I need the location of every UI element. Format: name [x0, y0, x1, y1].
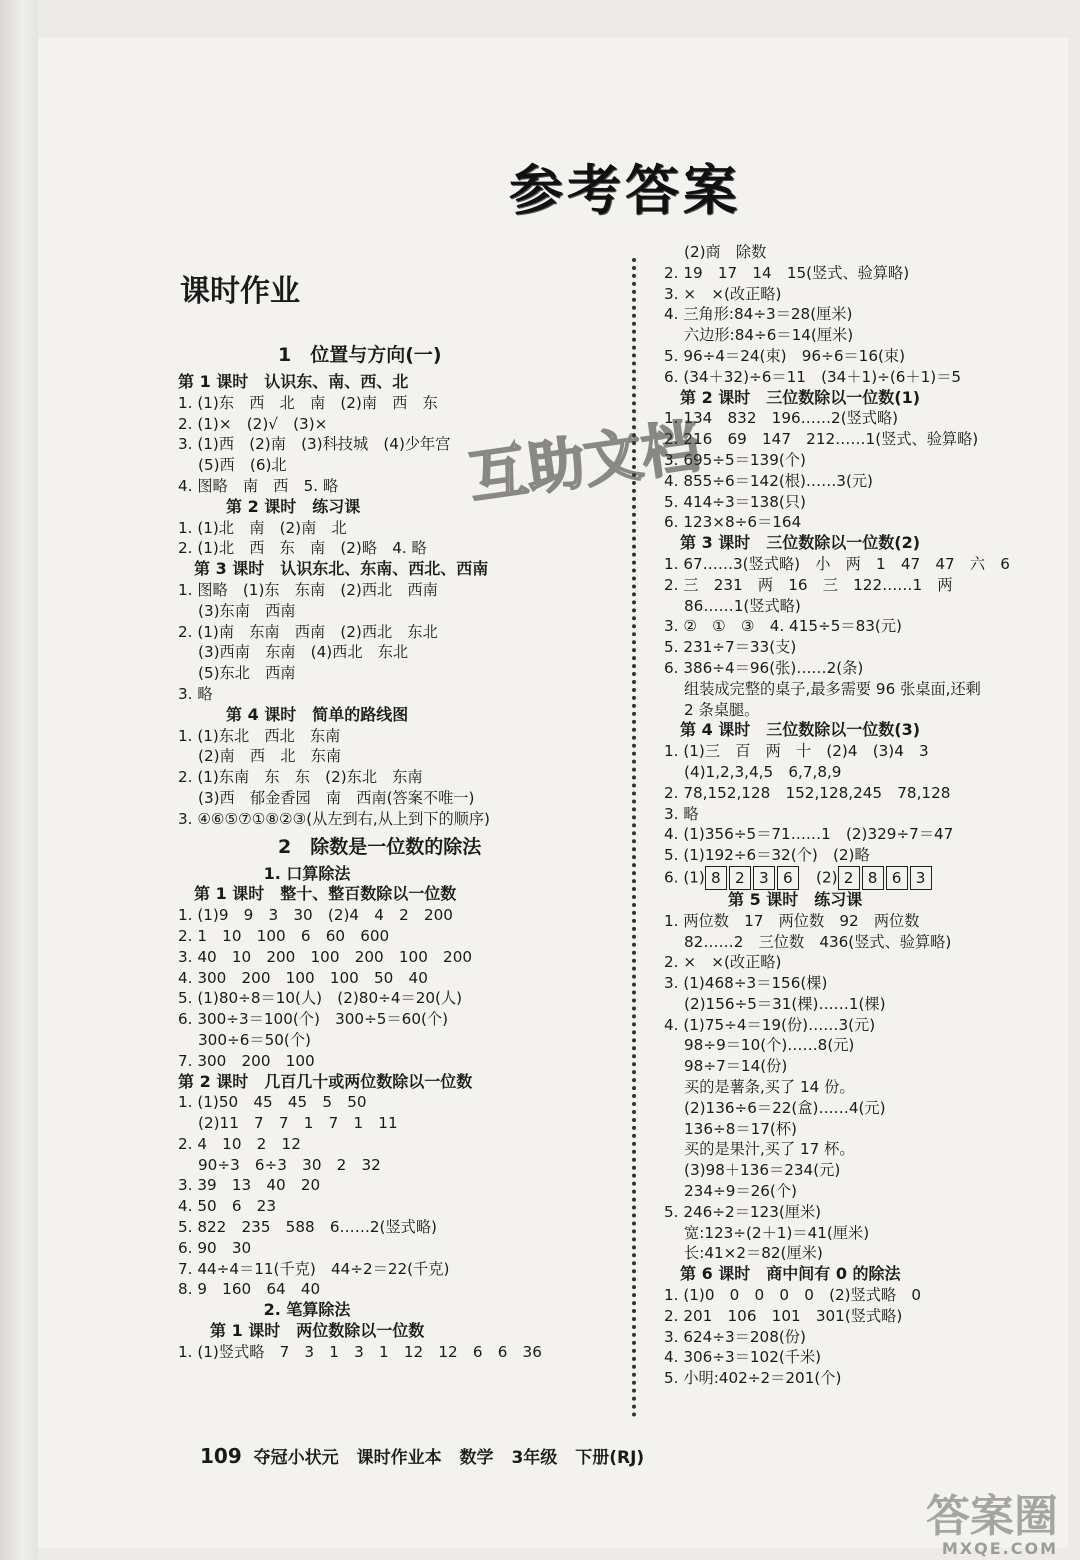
answer-line: (2)南 西 北 东南 — [178, 747, 342, 766]
lesson-heading: 2. 笔算除法 — [178, 1300, 351, 1320]
lesson-heading: 第 2 课时 练习课 — [178, 496, 361, 516]
lesson-heading: 第 2 课时 几百几十或两位数除以一位数 — [178, 1071, 473, 1091]
answer-line: 1. (1)0 0 0 0 0 (2)竖式略 0 — [664, 1286, 922, 1305]
answer-line: 136÷8＝17(杯) — [664, 1119, 797, 1138]
digit-box: 2 — [838, 866, 860, 890]
stamp-url: MXQE.COM — [941, 1539, 1058, 1558]
answer-line: 1. 134 832 196……2(竖式略) — [664, 409, 899, 428]
answer-line: (2)商 除数 — [664, 243, 767, 261]
lesson-heading: 第 3 课时 三位数除以一位数(2) — [664, 533, 921, 553]
digit-box: 3 — [910, 866, 932, 890]
answer-line: (3)98＋136＝234(元) — [664, 1161, 841, 1180]
answer-line: 3. 略 — [664, 804, 699, 823]
watermark-logo: 互助文档 — [464, 412, 705, 512]
answer-line: (5)西 (6)北 — [178, 456, 287, 475]
answer-line: 300÷6＝50(个) — [178, 1030, 311, 1049]
book-spine — [0, 0, 38, 1560]
unit-heading: 1 位置与方向(一) — [278, 344, 442, 366]
answer-line: 3. (1)西 (2)南 (3)科技城 (4)少年宫 — [178, 435, 451, 454]
unit-heading: 2 除数是一位数的除法 — [278, 835, 482, 858]
answer-line: 3. ② ① ③ 4. 415÷5＝83(元) — [664, 617, 902, 636]
answer-line: 买的是薯条,买了 14 份。 — [664, 1078, 855, 1097]
answer-line: 1. (1)北 南 (2)南 北 — [178, 518, 347, 537]
answer-line: 234÷9＝26(个) — [664, 1182, 797, 1201]
footer-brand: 夺冠小状元 — [253, 1448, 339, 1468]
answer-line: 2. 78,152,128 152,128,245 78,128 — [664, 783, 951, 802]
answer-line: 3. (1)468÷3＝156(棵) — [664, 974, 828, 993]
answer-line: 4. (1)356÷5＝71……1 (2)329÷7＝47 — [664, 825, 954, 844]
answer-line: 4. 306÷3＝102(千米) — [664, 1348, 822, 1367]
answer-line: 2. 三 231 两 16 三 122……1 两 — [664, 575, 953, 594]
answer-line: 2 条桌腿。 — [664, 700, 760, 719]
digit-box: 6 — [886, 866, 908, 890]
lesson-heading: 第 1 课时 整十、整百数除以一位数 — [178, 884, 457, 904]
page-title: 参考答案 — [509, 159, 741, 222]
lesson-heading: 第 4 课时 三位数除以一位数(3) — [664, 720, 921, 740]
digit-box: 8 — [862, 866, 884, 890]
answer-line: 5. (1)192÷6＝32(个) (2)略 — [664, 846, 870, 865]
answer-line: 3. 695÷5＝139(个) — [664, 450, 806, 469]
answer-line: (4)1,2,3,4,5 6,7,8,9 — [664, 762, 842, 781]
answer-line: 2. (1)南 东南 西南 (2)西北 东北 — [178, 622, 438, 641]
answer-line: 6. (34＋32)÷6＝11 (34＋1)÷(6＋1)＝5 — [664, 367, 962, 386]
footer-subject: 数学 — [459, 1448, 494, 1468]
answer-line: 1. 67……3(竖式略) 小 两 1 47 47 六 6 — [664, 554, 1010, 573]
answer-line: 1. (1)东北 西北 东南 — [178, 726, 341, 745]
answer-line: 86……1(竖式略) — [664, 596, 801, 615]
answer-line: 2. 1 10 100 6 60 600 — [178, 926, 390, 945]
answer-line: 3. × ×(改正略) — [664, 284, 782, 303]
answer-line: 90÷3 6÷3 30 2 32 — [178, 1155, 381, 1174]
answer-line: 1. (1)三 百 两 十 (2)4 (3)4 3 — [664, 742, 929, 761]
answer-line: 6. 123×8÷6＝164 — [664, 513, 802, 532]
lesson-heading: 第 5 课时 练习课 — [664, 889, 863, 909]
answer-line: (3)西南 东南 (4)西北 东北 — [178, 643, 409, 662]
answer-line: 2. (1)东南 东 东 (2)东北 东南 — [178, 768, 423, 787]
answer-line: 2. 201 106 101 301(竖式略) — [664, 1306, 903, 1325]
digit-box: 8 — [705, 866, 727, 890]
answer-line: 4. 50 6 23 — [178, 1197, 277, 1216]
lesson-heading: 第 1 课时 两位数除以一位数 — [178, 1321, 425, 1341]
answer-line: 1. (1)竖式略 7 3 1 3 1 12 12 6 6 36 — [178, 1342, 542, 1361]
answer-line: 4. 855÷6＝142(根)……3(元) — [664, 471, 873, 490]
answer-line: 98÷7＝14(份) — [664, 1057, 788, 1076]
answer-line: 2. 216 69 147 212……1(竖式、验算略) — [664, 430, 979, 449]
answer-line: 3. ④⑥⑤⑦①⑧②③(从左到右,从上到下的顺序) — [178, 809, 490, 828]
answer-line: 82……2 三位数 436(竖式、验算略) — [664, 932, 952, 951]
answer-line: 3. 略 — [178, 684, 213, 703]
answer-line: 5. 小明:402÷2＝201(个) — [664, 1369, 842, 1388]
answer-line: 1. (1)东 西 北 南 (2)南 西 东 — [178, 393, 438, 412]
digit-box: 6 — [777, 866, 799, 890]
answer-line: 5. 822 235 588 6……2(竖式略) — [178, 1218, 437, 1237]
answer-line: 7. 300 200 100 — [178, 1051, 315, 1070]
lesson-heading: 第 3 课时 认识东北、东南、西北、西南 — [178, 559, 489, 579]
answer-line: 1. 图略 (1)东 东南 (2)西北 西南 — [178, 580, 438, 599]
answer-line: 1. (1)50 45 45 5 50 — [178, 1093, 367, 1112]
answer-line: 5. 246÷2＝123(厘米) — [664, 1202, 822, 1221]
answer-line: 6. 300÷3＝100(个) 300÷5＝60(个) — [178, 1010, 449, 1029]
answer-line: 6. 90 30 — [178, 1238, 252, 1257]
lesson-heading: 1. 口算除法 — [178, 863, 351, 883]
answer-line: 2. (1)北 西 东 南 (2)略 4. 略 — [178, 539, 427, 558]
answer-line: 2. × ×(改正略) — [664, 953, 782, 972]
answer-line: 4. 三角形:84÷3＝28(厘米) — [664, 305, 853, 324]
answer-line: 2. 19 17 14 15(竖式、验算略) — [664, 263, 910, 282]
answer-line: (2)136÷6＝22(盒)……4(元) — [664, 1098, 886, 1117]
answer-line: 5. 96÷4＝24(束) 96÷6＝16(束) — [664, 346, 906, 365]
answer-line: 1. (1)9 9 3 30 (2)4 4 2 200 — [178, 906, 453, 925]
answer-line: 5. 231÷7＝33(支) — [664, 638, 797, 657]
page-number: 109 — [200, 1444, 242, 1468]
answer-line: (5)东北 西南 — [178, 664, 296, 683]
answer-line: 3. 40 10 200 100 200 100 200 — [178, 947, 473, 966]
answer-line: 5. (1)80÷8＝10(人) (2)80÷4＝20(人) — [178, 989, 463, 1008]
answer-line: 1. 两位数 17 两位数 92 两位数 — [664, 911, 920, 930]
answer-line: 5. 414÷3＝138(只) — [664, 492, 806, 511]
section-heading: 课时作业 — [180, 274, 300, 309]
answer-line: 4. (1)75÷4＝19(份)……3(元) — [664, 1015, 876, 1034]
digit-box: 3 — [753, 866, 775, 890]
stamp-logo: 答案圈 — [926, 1491, 1058, 1542]
lesson-heading: 第 1 课时 认识东、南、西、北 — [178, 372, 409, 391]
answer-line: 4. 300 200 100 100 50 40 — [178, 968, 428, 987]
answer-line: (3)西 郁金香园 南 西南(答案不唯一) — [178, 788, 475, 807]
answer-line: 2. 4 10 2 12 — [178, 1134, 301, 1153]
lesson-heading: 第 6 课时 商中间有 0 的除法 — [664, 1264, 901, 1284]
answer-line: 4. 图略 南 西 5. 略 — [178, 476, 339, 495]
answer-line: 买的是果汁,买了 17 杯。 — [664, 1140, 855, 1159]
answer-line: (3)东南 西南 — [178, 601, 296, 620]
digit-box: 2 — [729, 866, 751, 890]
lesson-heading: 第 2 课时 三位数除以一位数(1) — [664, 387, 921, 407]
answer-line: (2)156÷5＝31(棵)……1(棵) — [664, 994, 886, 1013]
answer-line: 2. (1)× (2)√ (3)× — [178, 414, 328, 433]
answer-line: 3. 39 13 40 20 — [178, 1176, 321, 1195]
footer-term: 下册(RJ) — [575, 1448, 645, 1468]
answer-line: 7. 44÷4＝11(千克) 44÷2＝22(千克) — [178, 1259, 450, 1278]
answer-line: 8. 9 160 64 40 — [178, 1280, 321, 1299]
answer-line: 98÷9＝10(个)……8(元) — [664, 1036, 855, 1055]
footer-book: 课时作业本 — [356, 1448, 442, 1468]
answer-line: 六边形:84÷6＝14(厘米) — [664, 326, 854, 345]
answer-line: 6. 386÷4＝96(张)……2(条) — [664, 658, 864, 677]
answer-line: 宽:123÷(2＋1)＝41(厘米) — [664, 1223, 870, 1242]
answer-line: 组装成完整的桌子,最多需要 96 张桌面,还剩 — [664, 679, 981, 698]
answer-line: 3. 624÷3＝208(份) — [664, 1327, 806, 1346]
answer-line: (2)11 7 7 1 7 1 11 — [178, 1114, 398, 1133]
footer — [200, 1443, 656, 1468]
answer-line: 长:41×2＝82(厘米) — [664, 1244, 823, 1263]
footer-grade: 3年级 — [511, 1448, 558, 1468]
answer-line-boxes: 6. (1) 8 2 3 6 (2) 2 8 6 3 — [664, 866, 1064, 890]
lesson-heading: 第 4 课时 简单的路线图 — [178, 704, 409, 724]
